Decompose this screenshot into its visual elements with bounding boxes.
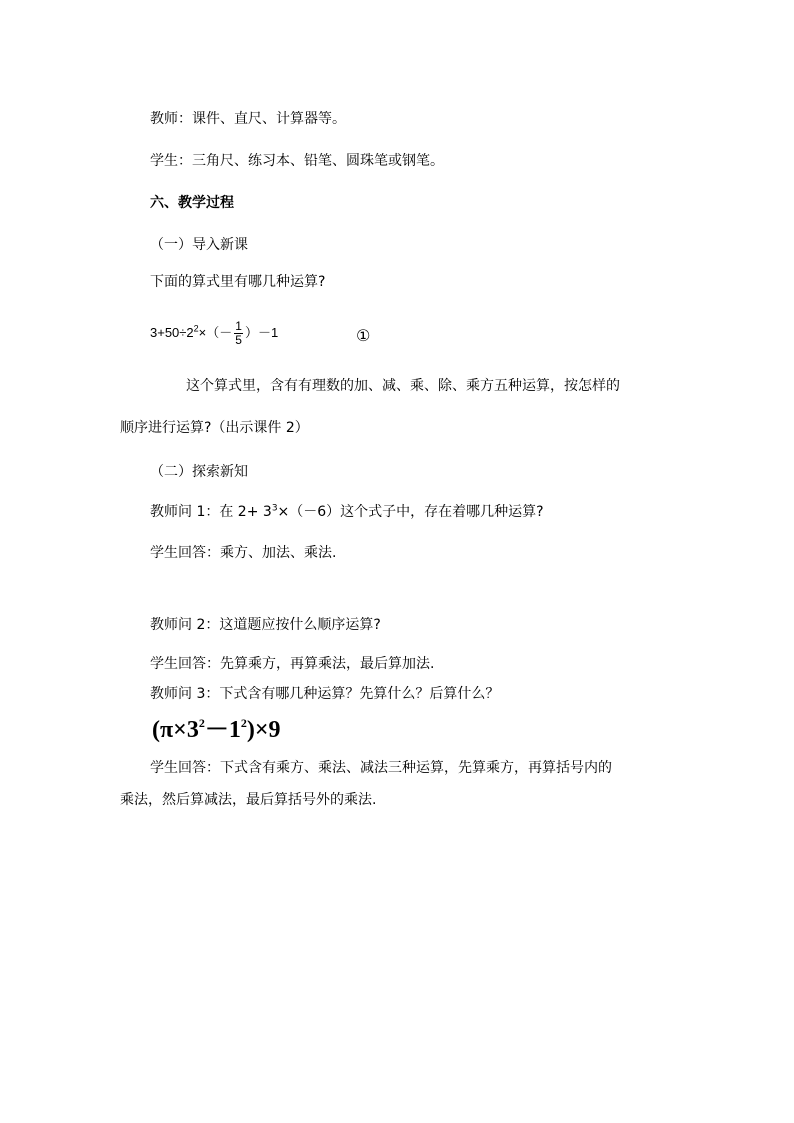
expr3-close: )×9 [246, 717, 281, 743]
student-answer-3-line1: 学生回答：下式含有乘方、乘法、减法三种运算，先算乘方，再算括号内的 [150, 760, 612, 776]
student-answer-1: 学生回答：乘方、加法、乘法. [150, 545, 337, 561]
teacher-materials: 教师：课件、直尺、计算器等。 [150, 111, 346, 127]
fraction [234, 320, 243, 347]
expression-3 [152, 716, 281, 744]
fraction-denominator: 5 [235, 333, 242, 347]
q1-text-before: 教师问 1：在 2+ 3 [150, 504, 272, 520]
subsection-heading-intro: （一）导入新课 [150, 237, 248, 253]
student-materials: 学生：三角尺、练习本、铅笔、圆珠笔或钢笔。 [150, 153, 444, 169]
student-answer-3-line2: 乘法，然后算减法，最后算括号外的乘法. [120, 792, 377, 808]
q1-exponent: 3 [271, 503, 278, 514]
q1-text-after: ×（－6）这个式子中，存在着哪几种运算? [277, 504, 544, 520]
expr3-mid: －1 [204, 717, 241, 743]
expr3-exponent-2: 2 [240, 716, 247, 730]
expr-tail: ）－1 [244, 324, 279, 340]
section-heading: 六、教学过程 [150, 195, 234, 211]
expression-1 [150, 320, 278, 347]
teacher-question-2: 教师问 2：这道题应按什么顺序运算? [150, 617, 381, 633]
fraction-numerator: 1 [235, 319, 242, 333]
intro-question: 下面的算式里有哪几种运算? [150, 274, 326, 290]
student-answer-2: 学生回答：先算乘方，再算乘法，最后算加法. [150, 656, 435, 672]
teacher-question-1 [150, 503, 544, 521]
expr-lead: 3+50÷2 [150, 324, 194, 340]
teacher-question-3: 教师问 3：下式含有哪几种运算？先算什么？后算什么？ [150, 686, 500, 702]
intro-paragraph-line2: 顺序进行运算?（出示课件 2） [120, 420, 309, 436]
expr3-exponent-1: 2 [198, 716, 205, 730]
expr-mid: ×（－ [198, 324, 233, 340]
expr3-open: (π×3 [152, 717, 199, 743]
subsection-heading-explore: （二）探索新知 [150, 464, 248, 480]
expr-exponent: 2 [193, 323, 199, 334]
circled-number-marker: ① [356, 326, 371, 345]
intro-paragraph-line1: 这个算式里，含有有理数的加、减、乘、除、乘方五种运算，按怎样的 [186, 378, 620, 394]
